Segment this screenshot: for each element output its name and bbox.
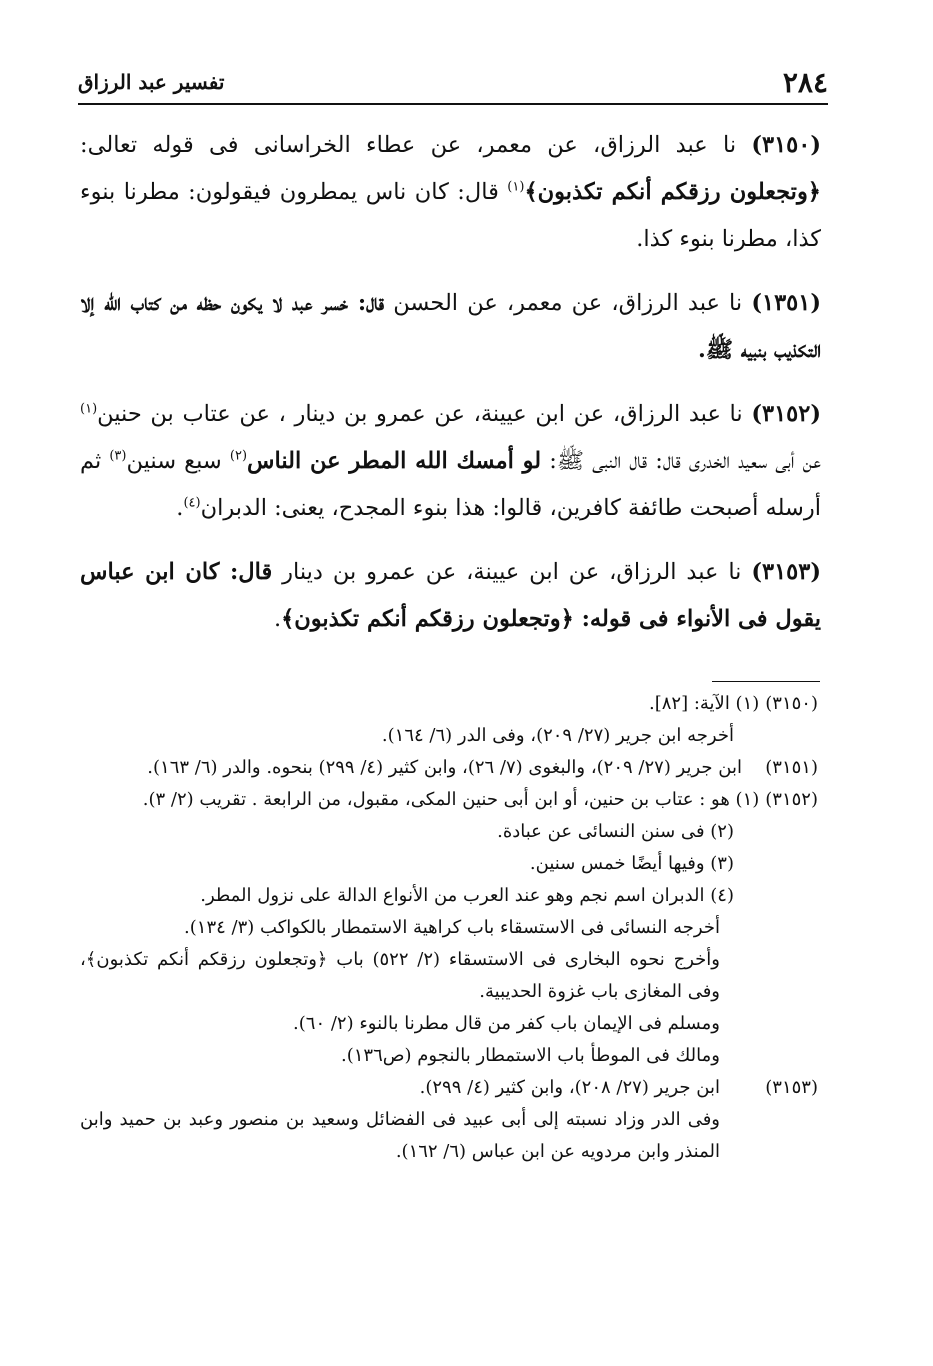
- footnote-marker: (١): [507, 179, 525, 195]
- main-text: [80, 122, 821, 660]
- footnote-text: (١) الآية: [٨٢].: [648, 693, 760, 714]
- footnote-text: ابن جرير (٢٧/ ٢٠٨)، وابن كثير (٤/ ٢٩٩).: [419, 1077, 720, 1098]
- footnote-3152-7: [80, 1008, 818, 1040]
- hadith-number: (٣١٥٣): [751, 559, 821, 585]
- hadith-number: (٣١٥٠): [751, 132, 821, 158]
- footnote-text: ومسلم فى الإيمان باب كفر من قال مطرنا بالنوء (٢/ ٦٠).: [293, 1013, 720, 1034]
- paragraph-text: سبع سنين: [126, 448, 230, 474]
- footnote-text: ابن جرير (٢٧/ ٢٠٩)، والبغوى (٧/ ٢٦)، وابن كثير (٤/ ٢٩٩) بنحوه. والدر (٦/ ١٦٣).: [147, 757, 742, 778]
- header-rule: [78, 103, 828, 105]
- page-number: ٢٨٤: [782, 66, 828, 99]
- footnote-separator: [712, 681, 820, 682]
- footnote-marker: (٣): [109, 448, 127, 464]
- footnote-marker: (١): [80, 401, 98, 417]
- footnote-text: (٢) فى سنن النسائى عن عبادة.: [497, 821, 734, 842]
- footnote-3153-2: [80, 1104, 818, 1168]
- footnote-text: أخرجه النسائى فى الاستسقاء باب كراهية الاستمطار بالكواكب (٣/ ١٣٤).: [184, 917, 720, 938]
- paragraph-text: قال: كان ناس يمطرون فيقولون: مطرنا بنوء كذا، مطرنا بنوء كذا.: [80, 179, 821, 252]
- footnote-3152-4: [80, 880, 818, 912]
- footnote-text: (٣) وفيها أيضًا خمس سنين.: [529, 853, 734, 874]
- footnote-3152-2: [80, 816, 818, 848]
- footnote-ref: (٣١٥٠): [765, 693, 818, 714]
- hadith-number: (١٣٥١): [751, 290, 821, 316]
- paragraph-text: نا عبد الرزاق، عن معمر، عن الحسن: [384, 290, 752, 316]
- quran-verse: ﴿وتجعلون رزقكم أنكم تكذبون﴾: [524, 179, 821, 205]
- footnote-marker: (٤): [183, 495, 201, 511]
- footnote-3153: [80, 1072, 818, 1104]
- footnote-text: (٤) الدبران اسم نجم وهو عند العرب من الأنواع الدالة على نزول المطر.: [200, 885, 734, 906]
- paragraph-3152: [80, 391, 821, 532]
- footnote-3150-source: [80, 720, 818, 752]
- footnote-ref: (٣١٥٣): [765, 1077, 818, 1098]
- paragraph-text: عن أبى سعيد الخدرى قال: قال النبى ﷺ:: [541, 448, 822, 474]
- hadith-number: (٣١٥٢): [751, 401, 821, 427]
- quoted-saying: قال: خسر عبد لا يكون حظه من كتاب الله إلا التكذيب بنبيه ﷺ.: [80, 290, 821, 363]
- footnote-3150: [80, 688, 818, 720]
- footnote-ref: (٣١٥١): [765, 757, 818, 778]
- footnote-3152-8: [80, 1040, 818, 1072]
- footnote-text: ومالك فى الموطأ باب الاستمطار بالنجوم (ص١٣٦).: [340, 1045, 720, 1066]
- footnote-3152-3: [80, 848, 818, 880]
- paragraph-text: نا عبد الرزاق، عن معمر، عن عطاء الخراسانى فى قوله تعالى:: [80, 132, 752, 158]
- footnote-text: (١) هو : عتاب بن حنين، أو ابن أبى حنين المكى، مقبول، من الرابعة . تقريب (٢/ ٣).: [142, 789, 760, 810]
- footnote-text: أخرجه ابن جرير (٢٧/ ٢٠٩)، وفى الدر (٦/ ١٦٤).: [381, 725, 734, 746]
- paragraph-text: نا عبد الرزاق، عن ابن عيينة، عن عمرو بن دينار: [272, 559, 752, 585]
- running-title: تفسير عبد الرزاق: [78, 70, 225, 94]
- footnotes-section: [80, 688, 818, 1168]
- quoted-saying: لو أمسك الله المطر عن الناس: [247, 448, 542, 474]
- paragraph-text: .: [176, 495, 184, 521]
- footnote-text: وفى الدر وزاد نسبته إلى أبى عبيد فى الفضائل وسعيد بن منصور وعبد بن حميد وابن المنذر وابن مردويه عن ابن عباس (٦/ ١٦٢).: [80, 1109, 720, 1162]
- paragraph-1351: [80, 280, 821, 374]
- footnote-3152-5: [80, 912, 818, 944]
- paragraph-3153: [80, 549, 821, 643]
- page-header: [78, 62, 828, 102]
- quoted-saying: قال: كان ابن عباس يقول فى الأنواء فى قوله:: [80, 559, 821, 632]
- footnote-3152: [80, 784, 818, 816]
- paragraph-text: نا عبد الرزاق، عن ابن عيينة، عن عمرو بن دينار ، عن عتاب بن حنين: [97, 401, 752, 427]
- paragraph-text: .: [273, 606, 282, 632]
- footnote-3151: [80, 752, 818, 784]
- footnote-ref: (٣١٥٢): [765, 789, 818, 810]
- footnote-text: وأخرج نحوه البخارى فى الاستسقاء (٢/ ٥٢٢) باب ﴿وتجعلون رزقكم أنكم تكذبون﴾، وفى المغازى باب غزوة الحديبية.: [80, 949, 720, 1002]
- footnote-3152-6: [80, 944, 818, 1008]
- quran-verse: ﴿وتجعلون رزقكم أنكم تكذبون﴾: [281, 606, 574, 632]
- footnote-marker: (٢): [229, 448, 248, 464]
- paragraph-text: ثم أرسله أصبحت طائفة كافرين، قالوا: هذا بنوء المجدح، يعنى: الدبران: [80, 448, 821, 521]
- paragraph-3150: [80, 122, 821, 263]
